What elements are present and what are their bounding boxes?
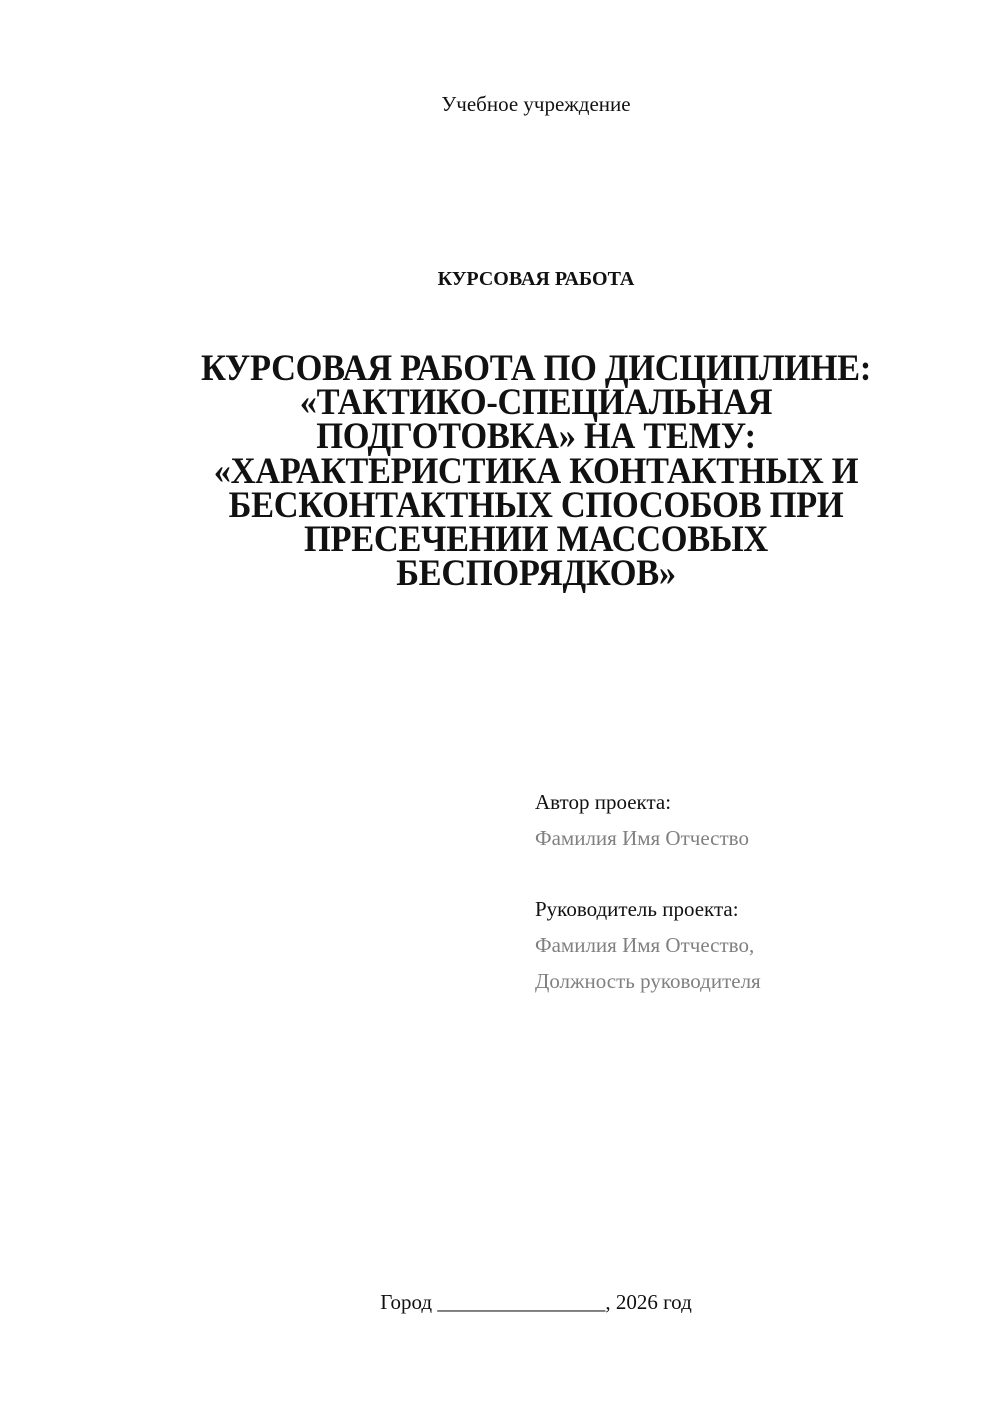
title-line: «ТАКТИКО-СПЕЦИАЛЬНАЯ <box>299 382 773 424</box>
title-line: «ХАРАКТЕРИСТИКА КОНТАКТНЫХ И <box>213 450 859 492</box>
supervisor-position: Должность руководителя <box>535 969 761 993</box>
title-line: БЕСПОРЯДКОВ» <box>396 553 676 595</box>
document-kind: КУРСОВАЯ РАБОТА <box>437 268 635 290</box>
author-name: Фамилия Имя Отчество <box>535 826 749 850</box>
city-year-line: Город ________________, 2026 год <box>380 1290 692 1314</box>
author-block <box>535 784 749 856</box>
title-line: КУРСОВАЯ РАБОТА ПО ДИСЦИПЛИНЕ: <box>200 348 872 389</box>
author-label: Автор проекта: <box>535 790 672 814</box>
title-line: ПРЕСЕЧЕНИИ МАССОВЫХ <box>303 519 769 561</box>
institution: Учебное учреждение <box>441 92 631 116</box>
title-line: БЕСКОНТАКТНЫХ СПОСОБОВ ПРИ <box>228 484 844 526</box>
supervisor-block <box>535 891 761 999</box>
supervisor-name: Фамилия Имя Отчество, <box>535 933 755 957</box>
supervisor-label: Руководитель проекта: <box>535 897 739 921</box>
title-line: ПОДГОТОВКА» НА ТЕМУ: <box>316 416 756 458</box>
document-title <box>36 348 1000 595</box>
